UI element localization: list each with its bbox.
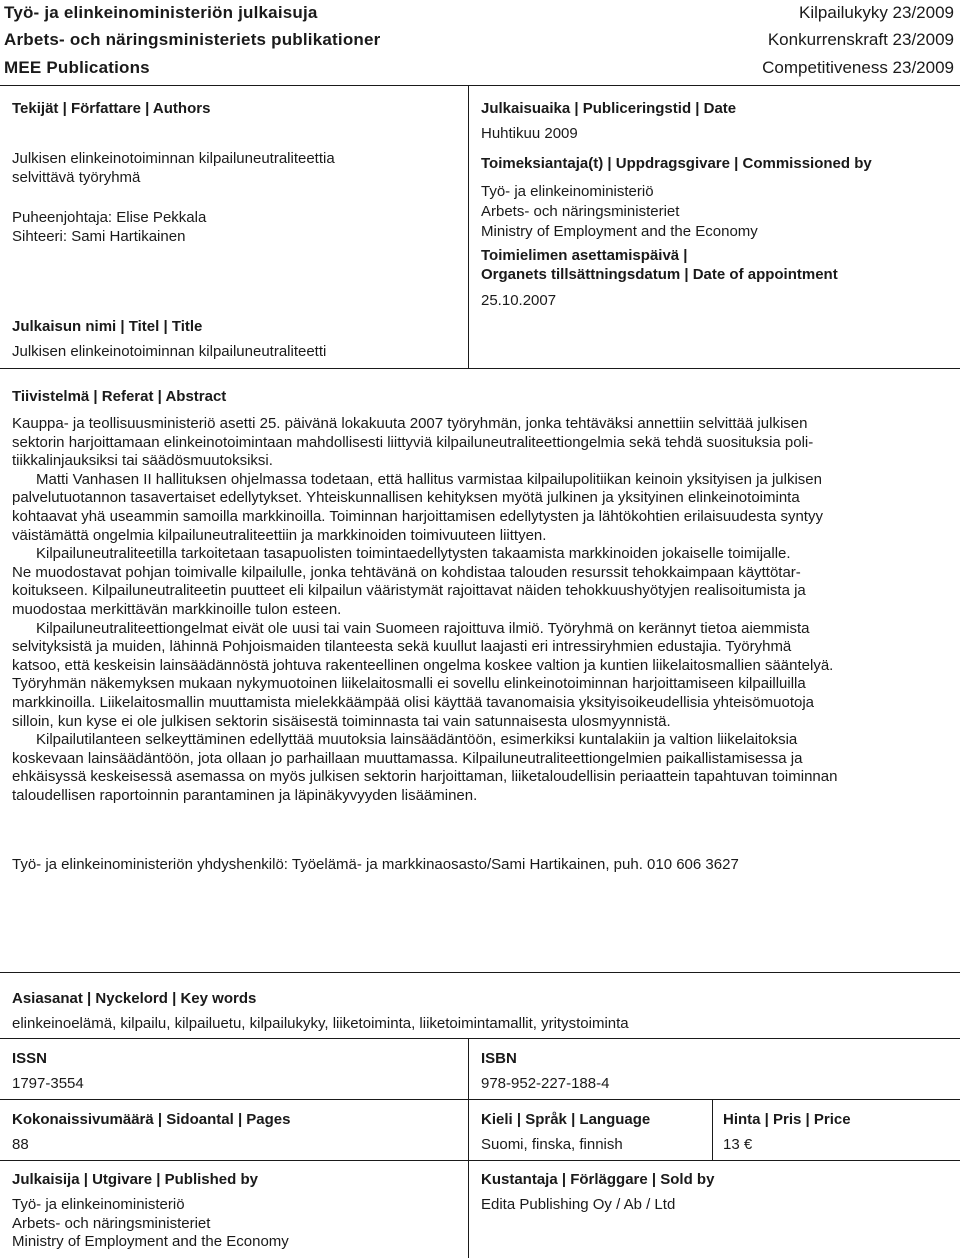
series-title-en: MEE Publications: [4, 58, 150, 77]
seller-label: Kustantaja | Förläggare | Sold by: [481, 1171, 715, 1188]
issn-divider: [0, 1038, 960, 1039]
price-label: Hinta | Pris | Price: [723, 1111, 851, 1128]
price-column-divider: [712, 1100, 713, 1160]
date-label: Julkaisuaika | Publiceringstid | Date: [481, 100, 737, 117]
abstract-line: Ne muodostavat pohjan toimivalle kilpailulle, jonka tehtävänä on kohdistaa talouden resurssit tehokkaimpaan käyttötar-: [12, 563, 801, 581]
abstract-body: [12, 415, 942, 805]
publisher-line: Arbets- och näringsministeriet: [12, 1214, 211, 1232]
contact-person: Työ- ja elinkeinoministeriön yhdyshenkilö: Työelämä- ja markkinaosasto/Sami Hartikainen, puh. 010 606 3627: [12, 856, 739, 873]
publisher-line: Ministry of Employment and the Economy: [12, 1233, 289, 1250]
abstract-paragraph: [12, 471, 942, 545]
series-number-en: Competitiveness 23/2009: [762, 58, 954, 77]
commissioned-label: Toimeksiantaja(t) | Uppdragsgivare | Commissioned by: [481, 155, 872, 172]
abstract-line: markkinoilla. Liikelaitosmallin muuttamista mielekkäämpää olisi käyttää tavanomaisia yksityisoikeudellisia yhteisömuotoja: [12, 693, 815, 711]
pages-label: Kokonaissivumäärä | Sidoantal | Pages: [12, 1111, 291, 1128]
top-column-divider: [468, 86, 469, 368]
authors-label: Tekijät | Författare | Authors: [12, 100, 211, 117]
title-label: Julkaisun nimi | Titel | Title: [12, 318, 203, 335]
chair-line: Puheenjohtaja: Elise Pekkala: [12, 209, 207, 226]
section-divider: [0, 368, 960, 369]
abstract-line: sektorin harjoittamaan elinkeinotoimintaan mahdollisesti liittyviä kilpailuneutraliteettiongelmia sekä tehdä suosituksia poli-: [12, 433, 814, 451]
issn-value: 1797-3554: [12, 1075, 84, 1092]
seller-value: Edita Publishing Oy / Ab / Ltd: [481, 1196, 676, 1213]
issn-label: ISSN: [12, 1050, 48, 1067]
abstract-line: koskevaan lainsäädäntöön, jota ollaan jo parhaillaan muuttamassa. Kilpailuneutraliteettiongelmien paikallistamisessa ja: [12, 749, 803, 767]
abstract-line: Kilpailuneutraliteettiongelmat eivät ole uusi tai vain Suomeen rajoittuva ilmiö. Työryhmä on kerännyt tietoa aiemmista: [36, 619, 810, 637]
language-value: Suomi, finska, finnish: [481, 1136, 623, 1153]
abstract-label: Tiivistelmä | Referat | Abstract: [12, 388, 227, 405]
appointment-label-2: Organets tillsättningsdatum | Date of appointment: [481, 266, 838, 283]
isbn-label: ISBN: [481, 1050, 517, 1067]
commissioned-block: [481, 182, 758, 242]
abstract-line: Matti Vanhasen II hallituksen ohjelmassa todetaan, että hallitus varmistaa kilpailupolitiikan keinoin yksityisen ja julkisen: [36, 470, 822, 488]
secretary-line: Sihteeri: Sami Hartikainen: [12, 227, 186, 245]
date-value: Huhtikuu 2009: [481, 125, 578, 142]
abstract-line: Kauppa- ja teollisuusministeriö asetti 25. päivänä lokakuuta 2007 työryhmän, jonka tehtäväksi annettiin selvittää julkisen: [12, 415, 808, 432]
abstract-line: muodostaa merkittävän markkinoille tulon esteen.: [12, 600, 342, 618]
authors-line: Julkisen elinkeinotoiminnan kilpailuneutraliteettia: [12, 150, 335, 167]
series-title-fi: Työ- ja elinkeinoministeriön julkaisuja: [4, 3, 318, 22]
publisher-block: [12, 1196, 289, 1252]
language-label: Kieli | Språk | Language: [481, 1111, 651, 1128]
publisher-label: Julkaisija | Utgivare | Published by: [12, 1171, 258, 1188]
abstract-line: Kilpailutilanteen selkeyttäminen edellyttää muutoksia lainsäädäntöön, esimerkiksi kuntalakiin ja valtion liikelaitoksia: [36, 731, 798, 749]
price-value: 13 €: [723, 1136, 753, 1153]
abstract-line: taloudellisen raportoinnin parantaminen ja läpinäkyvyyden lisääminen.: [12, 786, 478, 804]
series-number-fi: Kilpailukyky 23/2009: [799, 3, 954, 22]
authors-line: selvittävä työryhmä: [12, 168, 141, 186]
publisher-divider: [0, 1160, 960, 1161]
series-title-sv: Arbets- och näringsministeriets publikationer: [4, 30, 381, 49]
pages-divider: [0, 1099, 960, 1100]
abstract-line: silloin, kun kyse ei ole julkisen sektorin sisäisestä toiminnasta tai vain satunnaisesta ulosmyynnistä.: [12, 712, 671, 730]
bottom-column-divider: [468, 1039, 469, 1258]
abstract-paragraph: [12, 731, 942, 805]
header-divider: [0, 85, 960, 86]
abstract-line: katsoo, että keskeisin lainsäädännöstä johtuva rakenteellinen ongelma koskee valtion ja kuntien liikelaitosmallien sääntelyä.: [12, 656, 834, 674]
keywords-value: elinkeinoelämä, kilpailu, kilpailuetu, kilpailukyky, liiketoiminta, liiketoimintamallit, yritystoiminta: [12, 1015, 629, 1032]
abstract-line: tiikkalinjauksiksi tai säädösmuutoksiksi.: [12, 452, 273, 470]
pages-value: 88: [12, 1136, 29, 1153]
authors-roles: [12, 209, 206, 246]
abstract-line: kohtaavat yhä useammin samoilla markkinoilla. Toiminnan harjoittamisen edellytysten ja lähtökohtien erilaisuudesta syntyy: [12, 507, 823, 525]
series-number-sv: Konkurrenskraft 23/2009: [767, 30, 954, 49]
abstract-paragraph: [12, 545, 942, 619]
abstract-line: koitukseen. Kilpailuneutraliteetin puutteet eli kilpailun vääristymät rajoittavat näiden tehokkuushyötyjen realisoitumista ja: [12, 582, 806, 600]
keywords-divider: [0, 972, 960, 973]
commissioned-line: Arbets- och näringsministeriet: [481, 203, 680, 220]
abstract-line: ehkäisyssä keskeisessä asemassa on myös julkisen sektorin harjoittaman, liiketaloudellisin periaattein tapahtuvan toiminnan: [12, 768, 838, 786]
authors-block: [12, 150, 335, 187]
isbn-value: 978-952-227-188-4: [481, 1075, 610, 1092]
title-value: Julkisen elinkeinotoiminnan kilpailuneutraliteetti: [12, 343, 327, 360]
abstract-line: Työryhmän näkemyksen mukaan nykymuotoinen liikelaitosmalli ei sovellu elinkeinotoiminnan harjoittamiseen kilpailluilla: [12, 675, 806, 693]
publisher-line: Työ- ja elinkeinoministeriö: [12, 1196, 185, 1213]
abstract-line: Kilpailuneutraliteetilla tarkoitetaan tasapuolisten toimintaedellytysten takaamista markkinoiden jokaiselle toimijalle.: [36, 545, 791, 563]
commissioned-line: Ministry of Employment and the Economy: [481, 223, 758, 240]
appointment-value: 25.10.2007: [481, 292, 557, 309]
appointment-label-1: Toimielimen asettamispäivä |: [481, 247, 688, 264]
keywords-label: Asiasanat | Nyckelord | Key words: [12, 990, 257, 1007]
abstract-paragraph: [12, 415, 942, 471]
abstract-line: väistämättä ongelmia kilpailuneutraliteettiin ja markkinoiden toimivuuteen liittyen.: [12, 526, 547, 544]
abstract-line: selvityksistä ja muiden, lähinnä Pohjoismaiden tilanteesta sekä kuullut laajasti eri intressiryhmien edustajia. Työryhmä: [12, 638, 792, 656]
commissioned-line: Työ- ja elinkeinoministeriö: [481, 183, 654, 200]
abstract-paragraph: [12, 620, 942, 732]
abstract-line: palvelutuotannon tasavertaiset edellytykset. Yhteiskunnallisen kehityksen myötä julkinen ja yksityinen elinkeinotoiminta: [12, 489, 800, 507]
